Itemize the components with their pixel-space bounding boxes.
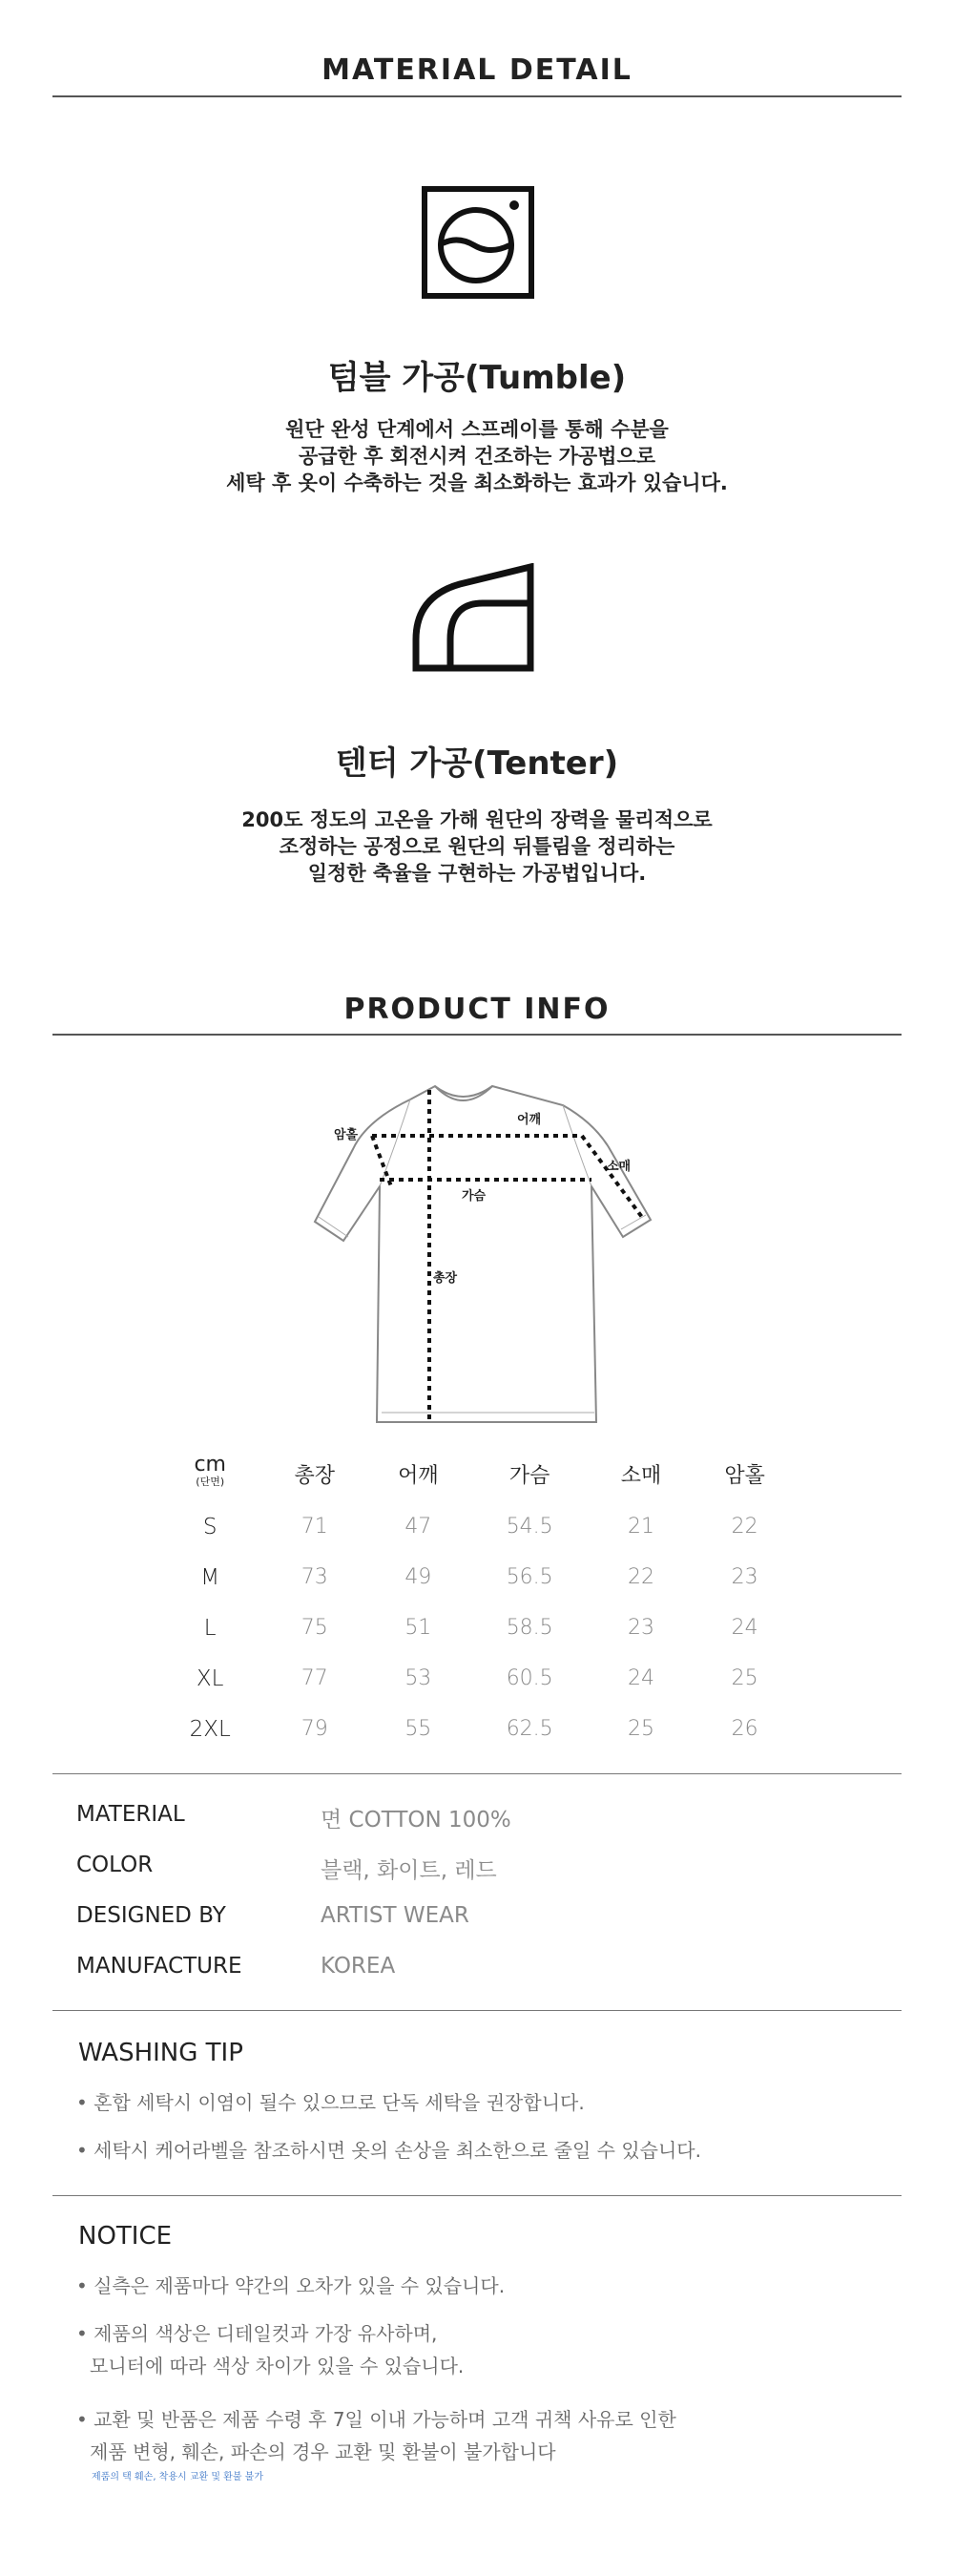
detail-label: DESIGNED BY <box>76 1903 226 1928</box>
divider <box>52 1773 902 1774</box>
column-header: 소매 <box>620 1463 662 1488</box>
shoulder-label: 어깨 <box>517 1113 542 1127</box>
unit-label: cm <box>194 1453 226 1476</box>
table-cell: 24 <box>731 1616 758 1640</box>
size-label: L <box>203 1615 217 1641</box>
table-cell: 22 <box>731 1515 758 1539</box>
tumble-desc-line: 원단 완성 단계에서 스프레이를 통해 수분을 <box>285 418 669 441</box>
detail-value: KOREA <box>321 1954 396 1979</box>
table-cell: 24 <box>628 1666 655 1690</box>
tenter-desc-line: 조정하는 공정으로 원단의 뒤틀림을 정리하는 <box>279 835 675 858</box>
detail-value: 블랙, 화이트, 레드 <box>321 1858 497 1883</box>
column-header: 암홀 <box>724 1463 765 1488</box>
size-table-header <box>157 1446 797 1501</box>
washing-tip-text: 혼합 세탁시 이염이 될수 있으므로 단독 세탁을 권장합니다. <box>93 2091 585 2114</box>
table-cell: 25 <box>731 1666 758 1690</box>
detail-value: 면 COTTON 100% <box>321 1808 511 1833</box>
table-cell: 73 <box>301 1565 328 1589</box>
table-cell: 49 <box>404 1565 432 1589</box>
list-item: • 혼합 세탁시 이염이 될수 있으므로 단독 세탁을 권장합니다. <box>76 2091 585 2114</box>
material-detail-title: MATERIAL DETAIL <box>321 53 633 87</box>
armhole-label: 암홀 <box>334 1128 359 1142</box>
notice-text: 제품의 색상은 디테일컷과 가장 유사하며, <box>93 2322 438 2345</box>
size-label: 2XL <box>189 1716 231 1742</box>
table-cell: 51 <box>404 1616 432 1640</box>
divider <box>52 2195 902 2196</box>
size-table <box>157 1446 797 1754</box>
detail-row-material <box>76 1802 878 1840</box>
table-cell: 55 <box>404 1717 432 1741</box>
product-info-title: PRODUCT INFO <box>343 993 611 1026</box>
table-cell: 23 <box>731 1565 758 1589</box>
divider <box>52 2010 902 2011</box>
tshirt-measure-icon <box>305 1077 658 1432</box>
table-cell: 71 <box>301 1515 328 1539</box>
table-cell: 54.5 <box>506 1515 553 1539</box>
tumble-desc-line: 공급한 후 회전시켜 건조하는 가공법으로 <box>298 445 656 468</box>
tumble-description <box>0 416 954 496</box>
sleeve-label: 소매 <box>607 1160 632 1174</box>
list-item: • 제품의 색상은 디테일컷과 가장 유사하며, 모니터에 따라 색상 차이가 있을 수 있습니다. <box>76 2317 464 2382</box>
list-item: • 실측은 제품마다 약간의 오차가 있을 수 있습니다. <box>76 2274 506 2297</box>
table-cell: 56.5 <box>506 1565 553 1589</box>
list-item: • 교환 및 반품은 제품 수령 후 7일 이내 가능하며 고객 귀책 사유로 인한 제품 변형, 훼손, 파손의 경우 교환 및 환불이 불가합니다 <box>76 2403 676 2468</box>
tenter-desc-line: 200도 정도의 고온을 가해 원단의 장력을 물리적으로 <box>241 808 713 831</box>
table-cell: 23 <box>628 1616 655 1640</box>
list-item: • 세탁시 케어라벨을 참조하시면 옷의 손상을 최소한으로 줄일 수 있습니다. <box>76 2139 701 2162</box>
column-header: 총장 <box>294 1463 335 1488</box>
tumble-desc-line: 세탁 후 옷이 수축하는 것을 최소화하는 효과가 있습니다. <box>226 471 728 494</box>
tenter-icon <box>412 563 536 673</box>
column-header: 가슴 <box>508 1463 550 1488</box>
table-row <box>157 1653 797 1704</box>
table-cell: 21 <box>628 1515 655 1539</box>
table-cell: 77 <box>301 1666 328 1690</box>
divider <box>52 1034 902 1036</box>
tenter-description <box>0 806 954 887</box>
size-label: M <box>200 1564 220 1590</box>
detail-row-color <box>76 1853 878 1891</box>
detail-label: MANUFACTURE <box>76 1954 242 1979</box>
table-row <box>157 1501 797 1552</box>
divider <box>52 95 902 97</box>
tenter-desc-line: 일정한 축율을 구현하는 가공법입니다. <box>307 862 647 885</box>
unit-header <box>157 1446 262 1501</box>
size-label: S <box>202 1514 218 1539</box>
washing-tip-title: WASHING TIP <box>78 2039 243 2067</box>
table-row <box>157 1704 797 1754</box>
detail-value: ARTIST WEAR <box>321 1903 469 1928</box>
notice-text: 모니터에 따라 색상 차이가 있을 수 있습니다. <box>90 2355 465 2377</box>
table-cell: 60.5 <box>506 1666 553 1690</box>
detail-label: MATERIAL <box>76 1802 185 1827</box>
table-cell: 75 <box>301 1616 328 1640</box>
table-cell: 25 <box>628 1717 655 1741</box>
table-cell: 53 <box>404 1666 432 1690</box>
unit-sub-label: (단면) <box>196 1476 225 1488</box>
tumble-heading: 텀블 가공(Tumble) <box>327 359 627 397</box>
table-row <box>157 1602 797 1653</box>
table-cell: 79 <box>301 1717 328 1741</box>
detail-row-manufacture <box>76 1954 878 1992</box>
chest-label: 가슴 <box>462 1189 487 1204</box>
table-row <box>157 1552 797 1602</box>
table-cell: 26 <box>731 1717 758 1741</box>
notice-text: 교환 및 반품은 제품 수령 후 7일 이내 가능하며 고객 귀책 사유로 인한 <box>93 2408 676 2431</box>
notice-text: 실측은 제품마다 약간의 오차가 있을 수 있습니다. <box>93 2274 506 2297</box>
length-label: 총장 <box>433 1271 458 1286</box>
table-cell: 62.5 <box>506 1717 553 1741</box>
detail-label: COLOR <box>76 1853 154 1877</box>
washing-tip-text: 세탁시 케어라벨을 참조하시면 옷의 손상을 최소한으로 줄일 수 있습니다. <box>93 2139 701 2162</box>
notice-title: NOTICE <box>78 2222 173 2251</box>
column-header: 어깨 <box>398 1463 439 1488</box>
small-note: 제품의 택 훼손, 착용시 교환 및 환불 불가 <box>92 2472 263 2482</box>
table-cell: 58.5 <box>506 1616 553 1640</box>
tenter-heading: 텐터 가공(Tenter) <box>335 744 619 783</box>
size-label: XL <box>196 1665 224 1691</box>
table-cell: 47 <box>404 1515 432 1539</box>
notice-text: 제품 변형, 훼손, 파손의 경우 교환 및 환불이 불가합니다 <box>90 2440 556 2463</box>
tumble-icon <box>422 186 534 299</box>
table-cell: 22 <box>628 1565 655 1589</box>
detail-row-designed-by <box>76 1903 878 1941</box>
